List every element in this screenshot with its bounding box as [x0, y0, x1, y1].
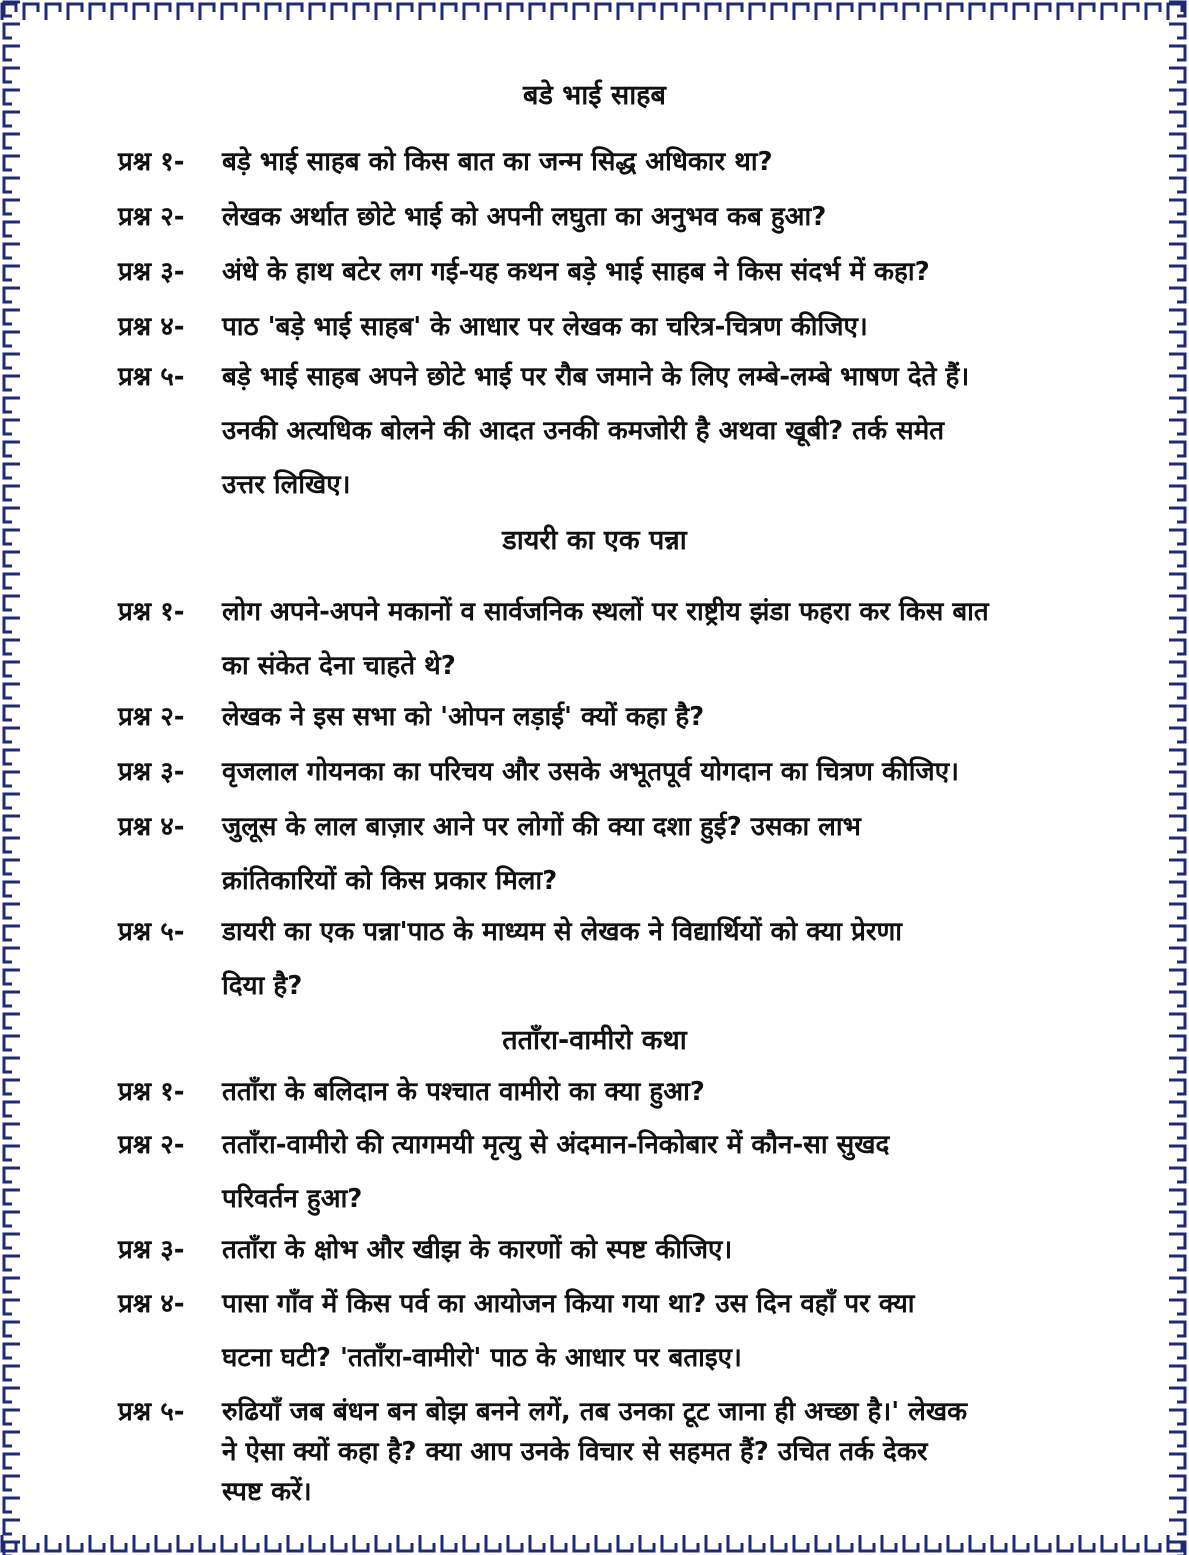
- question-text: तताँरा के क्षोभ और खीझ के कारणों को स्पष्ट कीजिए।: [222, 1235, 733, 1265]
- question-text: लेखक अर्थात छोटे भाई को अपनी लघुता का अनुभव कब हुआ?: [222, 202, 827, 232]
- question-text-continued: क्रांतिकारियों को किस प्रकार मिला?: [222, 866, 558, 896]
- question-text-continued: स्पष्ट करें।: [222, 1477, 312, 1507]
- question-text: जुलूस के लाल बाज़ार आने पर लोगों की क्या दशा हुई? उसका लाभ: [222, 812, 861, 842]
- question-text: वृजलाल गोयनका का परिचय और उसके अभूतपूर्व योगदान का चित्रण कीजिए।: [222, 757, 959, 787]
- question: [118, 905, 1128, 1013]
- question-label: प्रश्न ४-: [118, 312, 185, 342]
- left-border-pattern: [0, 0, 22, 1555]
- question-label: प्रश्न ४-: [118, 1289, 185, 1319]
- section-title: डायरी का एक पन्ना: [502, 525, 687, 556]
- question-text: रुढियाँ जब बंधन बन बोझ बनने लगें, तब उनका टूट जाना ही अच्छा है।' लेखक: [222, 1397, 968, 1427]
- question: [118, 585, 1128, 693]
- question-label: प्रश्न ३-: [118, 757, 185, 787]
- question-label: प्रश्न ३-: [118, 257, 185, 287]
- right-border-pattern: [1167, 0, 1189, 1555]
- question-label: प्रश्न ४-: [118, 812, 185, 842]
- question-text-continued: ने ऐसा क्यों कहा है? क्या आप उनके विचार से सहमत हैं? उचित तर्क देकर: [222, 1437, 928, 1467]
- question-text-continued: परिवर्तन हुआ?: [222, 1184, 363, 1214]
- question-text: अंधे के हाथ बटेर लग गई-यह कथन बड़े भाई साहब ने किस संदर्भ में कहा?: [222, 257, 930, 287]
- question: [118, 300, 1128, 354]
- section-title: बडे भाई साहब: [523, 80, 666, 111]
- question: [118, 190, 1128, 244]
- question-text: लोग अपने-अपने मकानों व सार्वजनिक स्थलों पर राष्ट्रीय झंडा फहरा कर किस बात: [222, 597, 989, 627]
- question-label: प्रश्न ५-: [118, 362, 185, 392]
- border-motif: [1169, 2, 1185, 1555]
- question-text: लेखक ने इस सभा को 'ओपन लड़ाई' क्यों कहा है?: [222, 702, 705, 732]
- question: [118, 1118, 1128, 1226]
- question: [118, 1223, 1128, 1277]
- question-text-continued: घटना घटी? 'तताँरा-वामीरो' पाठ के आधार पर बताइए।: [222, 1343, 742, 1373]
- question: [118, 350, 1128, 512]
- question-label: प्रश्न २-: [118, 1130, 185, 1160]
- question: [118, 1392, 1128, 1512]
- question-text-continued: का संकेत देना चाहते थे?: [222, 651, 456, 681]
- question-text: बड़े भाई साहब अपने छोटे भाई पर रौब जमाने के लिए लम्बे-लम्बे भाषण देते हैं।: [222, 362, 970, 392]
- question-text-continued: उत्तर लिखिए।: [222, 470, 351, 500]
- question-text: तताँरा-वामीरो की त्यागमयी मृत्यु से अंदमान-निकोबार में कौन-सा सुखद: [222, 1130, 890, 1160]
- question-text-continued: दिया है?: [222, 971, 303, 1001]
- question: [118, 1277, 1128, 1385]
- question-text-continued: उनकी अत्यधिक बोलने की आदत उनकी कमजोरी है अथवा खूबी? तर्क समेत: [222, 416, 945, 446]
- border-motif: [2, 1535, 1182, 1551]
- question-text: बड़े भाई साहब को किस बात का जन्म सिद्ध अधिकार था?: [222, 147, 773, 177]
- question-label: प्रश्न १-: [118, 597, 185, 627]
- worksheet-page: [40, 60, 1149, 1520]
- question-text: पासा गाँव में किस पर्व का आयोजन किया गया था? उस दिन वहाँ पर क्या: [222, 1289, 915, 1319]
- question-text: पाठ 'बड़े भाई साहब' के आधार पर लेखक का चरित्र-चित्रण कीजिए।: [222, 312, 868, 342]
- bottom-border-pattern: [0, 1533, 1189, 1555]
- question: [118, 245, 1128, 299]
- question-text: डायरी का एक पन्ना'पाठ के माध्यम से लेखक ने विद्यार्थियों को क्या प्रेरणा: [222, 917, 903, 947]
- question-label: प्रश्न १-: [118, 1077, 185, 1107]
- question-label: प्रश्न ५-: [118, 1397, 185, 1427]
- question-label: प्रश्न १-: [118, 147, 185, 177]
- question: [118, 1065, 1128, 1119]
- question-text: तताँरा के बलिदान के पश्चात वामीरो का क्या हुआ?: [222, 1077, 705, 1107]
- top-border-pattern: [0, 0, 1189, 22]
- border-motif: [2, 4, 1182, 20]
- question: [118, 800, 1128, 908]
- question: [118, 690, 1128, 744]
- question: [118, 745, 1128, 799]
- section-title: तताँरा-वामीरो कथा: [502, 1025, 687, 1056]
- question-label: प्रश्न २-: [118, 202, 185, 232]
- question-label: प्रश्न ३-: [118, 1235, 185, 1265]
- border-motif: [4, 2, 20, 1555]
- question-label: प्रश्न ५-: [118, 917, 185, 947]
- question: [118, 135, 1128, 189]
- question-label: प्रश्न २-: [118, 702, 185, 732]
